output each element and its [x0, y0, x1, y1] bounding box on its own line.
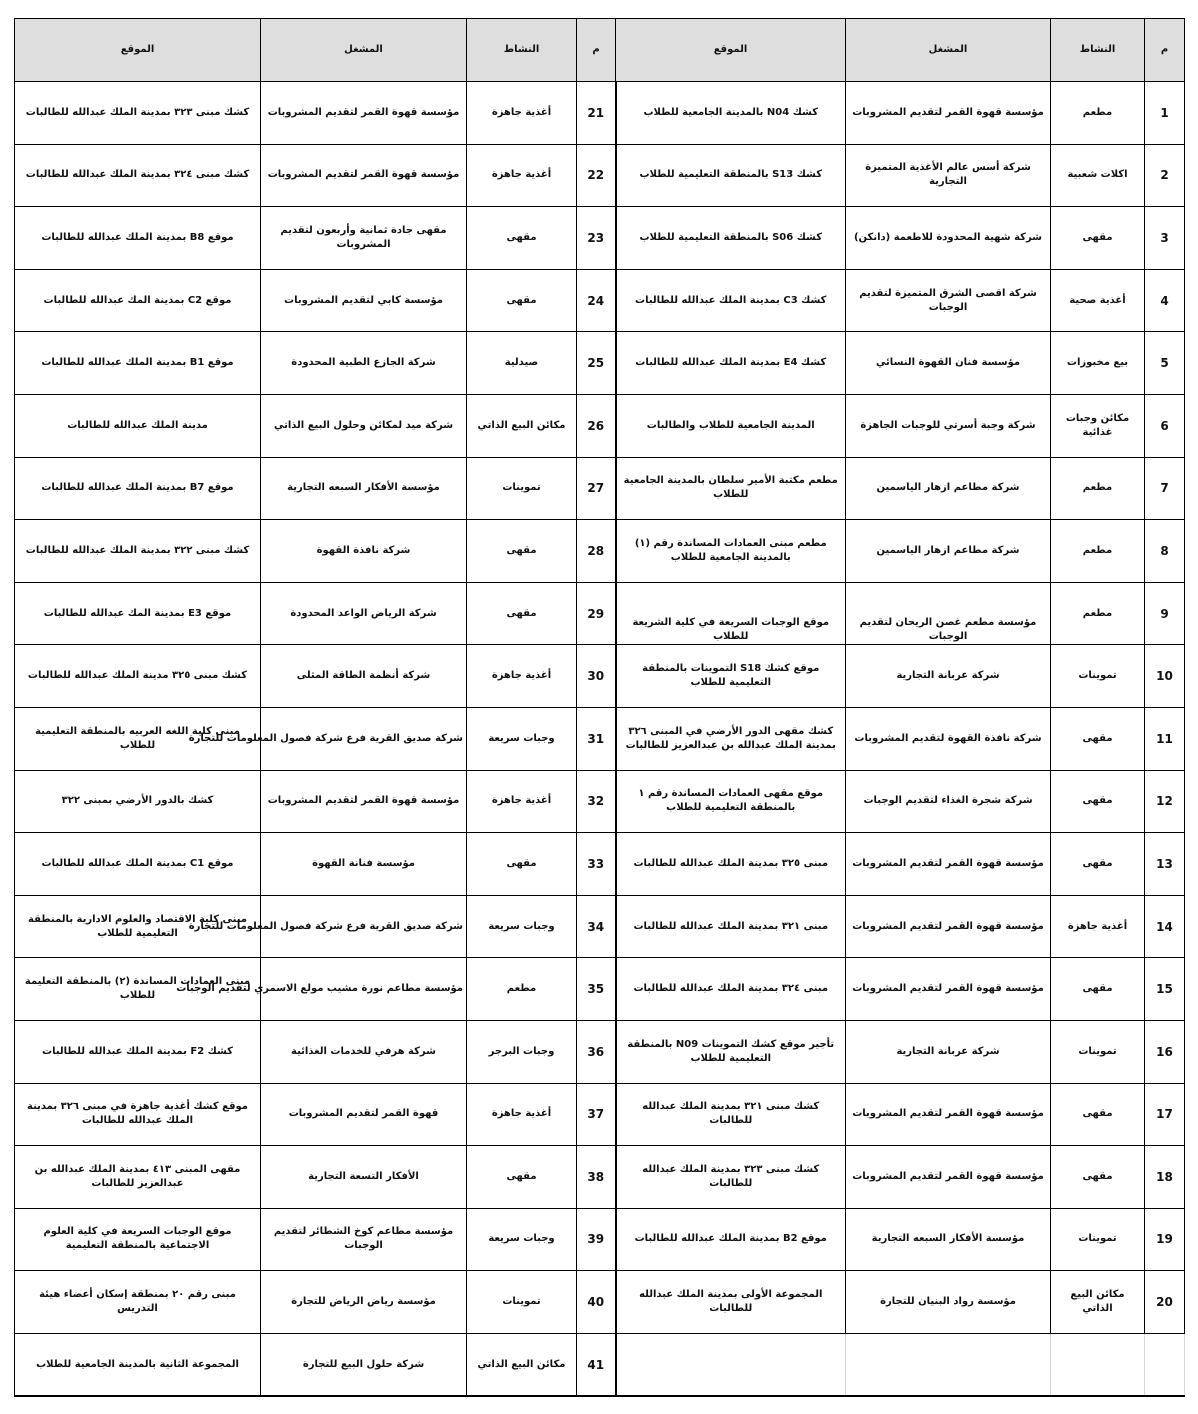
- cell-number: 19: [1145, 1208, 1185, 1271]
- cell-number: 17: [1145, 1083, 1185, 1146]
- empty-cell: [616, 1333, 846, 1396]
- cell-number: 15: [1145, 958, 1185, 1021]
- cell-activity: مقهى: [1051, 207, 1145, 270]
- cell-location: موقع مقهى العمادات المساندة رقم ١ بالمنطقة التعليمية للطلاب: [616, 770, 846, 833]
- cell-operator: مؤسسة مطعم غصن الريحان لتقديم الوجبات: [846, 582, 1051, 645]
- cell-operator: شركة شجرة الغذاء لتقديم الوجبات: [846, 770, 1051, 833]
- cell-operator: مؤسسة فنان القهوة النسائي: [846, 332, 1051, 395]
- cell-location: مبنى كلية الاقتصاد والعلوم الادارية بالمنطقة التعليمية للطلاب: [15, 895, 261, 958]
- table-row: [15, 1146, 1185, 1209]
- cell-operator: مؤسسة قهوة القمر لتقديم المشروبات: [846, 82, 1051, 145]
- cell-number: 20: [1145, 1271, 1185, 1334]
- cell-operator: مؤسسة رياض الرياض للتجارة: [261, 1271, 467, 1334]
- cell-activity: مقهى: [1051, 707, 1145, 770]
- cell-activity: مكائن البيع الذاتي: [467, 1333, 577, 1396]
- table-row: [15, 144, 1185, 207]
- cell-number: 37: [577, 1083, 616, 1146]
- table-row: [15, 269, 1185, 332]
- cell-activity: مكائن البيع الذاتي: [1051, 1271, 1145, 1334]
- cell-number: 3: [1145, 207, 1185, 270]
- cell-number: 23: [577, 207, 616, 270]
- cell-number: 29: [577, 582, 616, 645]
- cell-location: مطعم مبنى العمادات المساندة رقم (١) بالمدينة الجامعية للطلاب: [616, 520, 846, 583]
- cell-operator: شركة صديق القرية فرع شركة فصول المعلومات للتجارة: [261, 895, 467, 958]
- cell-location: موقع الوجبات السريعة في كلية العلوم الاجتماعية بالمنطقة التعليمية: [15, 1208, 261, 1271]
- cell-activity: أغذية جاهزة: [467, 144, 577, 207]
- empty-cell: [846, 1333, 1051, 1396]
- cell-number: 39: [577, 1208, 616, 1271]
- cell-activity: مقهى: [467, 269, 577, 332]
- cell-operator: مقهى جادة ثمانية وأربعون لتقديم المشروبات: [261, 207, 467, 270]
- cell-location: كشك مبنى ٣٢٤ بمدينة الملك عبدالله للطالبات: [15, 144, 261, 207]
- cell-activity: مكائن وجبات غذائية: [1051, 394, 1145, 457]
- table-row: [15, 1083, 1185, 1146]
- header-m-right: م: [1145, 19, 1185, 82]
- cell-number: 18: [1145, 1146, 1185, 1209]
- cell-activity: أغذية جاهزة: [1051, 895, 1145, 958]
- cell-location: موقع كشك أغذية جاهزة في مبنى ٣٢٦ بمدينة الملك عبدالله للطالبات: [15, 1083, 261, 1146]
- cell-activity: مقهى: [1051, 833, 1145, 896]
- table-row: [15, 895, 1185, 958]
- cell-activity: وجبات سريعة: [467, 707, 577, 770]
- table-row: [15, 207, 1185, 270]
- cell-number: 1: [1145, 82, 1185, 145]
- table-row: [15, 645, 1185, 708]
- cell-location: كشك N04 بالمدينة الجامعية للطلاب: [616, 82, 846, 145]
- cell-location: مقهى المبنى ٤١٣ بمدينة الملك عبدالله بن عبدالعزيز للطالبات: [15, 1146, 261, 1209]
- cell-activity: وجبات سريعة: [467, 1208, 577, 1271]
- cell-activity: أغذية صحية: [1051, 269, 1145, 332]
- cell-operator: مؤسسة كابي لتقديم المشروبات: [261, 269, 467, 332]
- cell-operator: مؤسسة قهوة القمر لتقديم المشروبات: [846, 1083, 1051, 1146]
- cell-operator: شركة أنظمة الطاقة المثلى: [261, 645, 467, 708]
- header-location-right: الموقع: [616, 19, 846, 82]
- cell-location: المجموعة الثانية بالمدينة الجامعية للطلاب: [15, 1333, 261, 1396]
- cell-location: موقع الوجبات السريعة في كلية الشريعة للطلاب: [616, 582, 846, 645]
- cell-number: 32: [577, 770, 616, 833]
- cell-activity: أغذية جاهزة: [467, 770, 577, 833]
- cell-number: 30: [577, 645, 616, 708]
- header-activity-right: النشاط: [1051, 19, 1145, 82]
- cell-location: مبنى ٣٢٥ بمدينة الملك عبدالله للطالبات: [616, 833, 846, 896]
- table-row: [15, 457, 1185, 520]
- cell-number: 7: [1145, 457, 1185, 520]
- cell-activity: أغذية جاهزة: [467, 82, 577, 145]
- cell-activity: مطعم: [1051, 520, 1145, 583]
- cell-operator: مؤسسة قهوة القمر لتقديم المشروبات: [846, 958, 1051, 1021]
- cell-activity: تموينات: [1051, 1208, 1145, 1271]
- header-row: [15, 19, 1185, 82]
- table-row: [15, 1020, 1185, 1083]
- cell-location: كشك S13 بالمنطقة التعليمية للطلاب: [616, 144, 846, 207]
- cell-location: موقع B1 بمدينة الملك عبدالله للطالبات: [15, 332, 261, 395]
- cell-number: 24: [577, 269, 616, 332]
- cell-activity: مقهى: [467, 582, 577, 645]
- cell-operator: مؤسسة رواد البنيان للتجارة: [846, 1271, 1051, 1334]
- cell-number: 35: [577, 958, 616, 1021]
- table-row: [15, 1333, 1185, 1396]
- cell-location: مبنى ٣٢٤ بمدينة الملك عبدالله للطالبات: [616, 958, 846, 1021]
- cell-activity: مقهى: [1051, 958, 1145, 1021]
- cell-number: 2: [1145, 144, 1185, 207]
- cell-number: 41: [577, 1333, 616, 1396]
- cell-activity: مقهى: [1051, 1146, 1145, 1209]
- cell-number: 10: [1145, 645, 1185, 708]
- table-row: [15, 1271, 1185, 1334]
- cell-operator: شركة الجازع الطبية المحدودة: [261, 332, 467, 395]
- cell-operator: مؤسسة فنانة القهوة: [261, 833, 467, 896]
- cell-number: 36: [577, 1020, 616, 1083]
- cell-operator: شركة ميد لمكائن وحلول البيع الذاتي: [261, 394, 467, 457]
- cell-activity: مطعم: [1051, 457, 1145, 520]
- cell-operator: شركة عربانة التجارية: [846, 645, 1051, 708]
- cell-activity: مطعم: [1051, 82, 1145, 145]
- cell-location: مبنى رقم ٢٠ بمنطقة إسكان أعضاء هيئة التدريس: [15, 1271, 261, 1334]
- table-row: [15, 332, 1185, 395]
- cell-operator: شركة الرياض الواعد المحدودة: [261, 582, 467, 645]
- table-row: [15, 958, 1185, 1021]
- cell-operator: مؤسسة قهوة القمر لتقديم المشروبات: [261, 82, 467, 145]
- cell-location: مبنى العمادات المساندة (٢) بالمنطقة التعليمة للطلاب: [15, 958, 261, 1021]
- cell-number: 11: [1145, 707, 1185, 770]
- cell-number: 22: [577, 144, 616, 207]
- cell-number: 40: [577, 1271, 616, 1334]
- cell-location: كشك مبنى ٣٢١ بمدينة الملك عبدالله للطالبات: [616, 1083, 846, 1146]
- empty-cell: [1051, 1333, 1145, 1396]
- cell-activity: وجبات البرجر: [467, 1020, 577, 1083]
- cell-number: 25: [577, 332, 616, 395]
- cell-number: 6: [1145, 394, 1185, 457]
- cell-activity: صيدلية: [467, 332, 577, 395]
- table-row: [15, 520, 1185, 583]
- cell-location: موقع B2 بمدينة الملك عبدالله للطالبات: [616, 1208, 846, 1271]
- header-operator-left: المشغل: [261, 19, 467, 82]
- header-operator-right: المشغل: [846, 19, 1051, 82]
- cell-location: كشك C3 بمدينة الملك عبدالله للطالبات: [616, 269, 846, 332]
- cell-location: موقع B8 بمدينة الملك عبدالله للطالبات: [15, 207, 261, 270]
- cell-number: 9: [1145, 582, 1185, 645]
- cell-activity: وجبات سريعة: [467, 895, 577, 958]
- cell-number: 5: [1145, 332, 1185, 395]
- cell-number: 33: [577, 833, 616, 896]
- cell-activity: مقهى: [467, 1146, 577, 1209]
- cell-number: 14: [1145, 895, 1185, 958]
- cell-activity: مطعم: [467, 958, 577, 1021]
- cell-location: كشك مبنى ٣٢٥ مدينة الملك عبدالله للطالبات: [15, 645, 261, 708]
- cell-number: 31: [577, 707, 616, 770]
- cell-operator: قهوة القمر لتقديم المشروبات: [261, 1083, 467, 1146]
- cell-activity: اكلات شعبية: [1051, 144, 1145, 207]
- cell-operator: مؤسسة قهوة القمر لتقديم المشروبات: [261, 770, 467, 833]
- table-row: [15, 833, 1185, 896]
- cell-activity: مكائن البيع الذاتي: [467, 394, 577, 457]
- cell-operator: شركة مطاعم ازهار الياسمين: [846, 520, 1051, 583]
- cell-number: 27: [577, 457, 616, 520]
- cell-operator: شركة شهية المحدودة للاطعمة (دانكن): [846, 207, 1051, 270]
- cell-operator: مؤسسة قهوة القمر لتقديم المشروبات: [846, 1146, 1051, 1209]
- cell-location: مطعم مكتبة الأمير سلطان بالمدينة الجامعية للطلاب: [616, 457, 846, 520]
- cell-operator: شركة وجبة أسرتي للوجبات الجاهزة: [846, 394, 1051, 457]
- cell-number: 34: [577, 895, 616, 958]
- cell-activity: مقهى: [1051, 1083, 1145, 1146]
- cell-location: موقع C1 بمدينة الملك عبدالله للطالبات: [15, 833, 261, 896]
- cell-operator: شركة عربانة التجارية: [846, 1020, 1051, 1083]
- cell-location: مبنى ٣٢١ بمدينة الملك عبدالله للطالبات: [616, 895, 846, 958]
- cell-location: موقع E3 بمدينة المك عبدالله للطالبات: [15, 582, 261, 645]
- cell-location: تأجير موقع كشك التموينات N09 بالمنطقة التعليمية للطلاب: [616, 1020, 846, 1083]
- header-location-left: الموقع: [15, 19, 261, 82]
- cell-location: كشك مقهى الدور الأرضي في المبنى ٣٢٦ بمدينة الملك عبدالله بن عبدالعزيز للطالبات: [616, 707, 846, 770]
- cell-activity: تموينات: [1051, 1020, 1145, 1083]
- cell-activity: مطعم: [1051, 582, 1145, 645]
- cell-number: 28: [577, 520, 616, 583]
- cell-operator: مؤسسة قهوة القمر لتقديم المشروبات: [846, 895, 1051, 958]
- cell-activity: تموينات: [1051, 645, 1145, 708]
- cell-location: كشك F2 بمدينة الملك عبدالله للطالبات: [15, 1020, 261, 1083]
- cell-activity: بيع مخبوزات: [1051, 332, 1145, 395]
- table-row: [15, 82, 1185, 145]
- cell-number: 38: [577, 1146, 616, 1209]
- cell-number: 12: [1145, 770, 1185, 833]
- cell-location: موقع كشك S18 التموينات بالمنطقة التعليمية للطلاب: [616, 645, 846, 708]
- cell-operator: شركة نافذة القهوة لتقديم المشروبات: [846, 707, 1051, 770]
- cell-location: موقع B7 بمدينة الملك عبدالله للطالبات: [15, 457, 261, 520]
- cell-operator: شركة حلول البيع للتجارة: [261, 1333, 467, 1396]
- cell-operator: مؤسسة مطاعم نورة مشيب مولع الاسمري لتقديم الوجبات: [261, 958, 467, 1021]
- cell-operator: شركة مطاعم ازهار الياسمين: [846, 457, 1051, 520]
- table-row: [15, 1208, 1185, 1271]
- cell-location: موقع C2 بمدينة المك عبدالله للطالبات: [15, 269, 261, 332]
- cell-number: 26: [577, 394, 616, 457]
- cell-number: 21: [577, 82, 616, 145]
- cell-activity: مقهى: [1051, 770, 1145, 833]
- cell-location: كشك S06 بالمنطقة التعليمية للطلاب: [616, 207, 846, 270]
- cell-operator: شركة صديق القرية فرع شركة فصول المعلومات للتجارة: [261, 707, 467, 770]
- cell-location: كشك مبنى ٣٢٢ بمدينة الملك عبدالله للطالبات: [15, 520, 261, 583]
- cell-activity: تموينات: [467, 457, 577, 520]
- cell-number: 16: [1145, 1020, 1185, 1083]
- header-m-left: م: [577, 19, 616, 82]
- cell-operator: شركة اقصى الشرق المتميزة لتقديم الوجبات: [846, 269, 1051, 332]
- empty-cell: [1145, 1333, 1185, 1396]
- cell-activity: مقهى: [467, 520, 577, 583]
- cell-operator: مؤسسة الأفكار السبعه التجارية: [261, 457, 467, 520]
- cell-number: 8: [1145, 520, 1185, 583]
- cell-activity: أغذية جاهزة: [467, 645, 577, 708]
- table-row: [15, 707, 1185, 770]
- cell-operator: شركة أسس عالم الأغذية المتميزة التجارية: [846, 144, 1051, 207]
- cell-location: مبنى كلية اللغه العربيه بالمنطقة التعليمية للطلاب: [15, 707, 261, 770]
- header-activity-left: النشاط: [467, 19, 577, 82]
- cell-operator: مؤسسة قهوة القمر لتقديم المشروبات: [261, 144, 467, 207]
- cell-operator: مؤسسة مطاعم كوخ الشطائر لتقديم الوجبات: [261, 1208, 467, 1271]
- table-row: [15, 394, 1185, 457]
- cell-location: المدينة الجامعية للطلاب والطالبات: [616, 394, 846, 457]
- cell-operator: شركة هرفي للخدمات الغذائية: [261, 1020, 467, 1083]
- cell-number: 4: [1145, 269, 1185, 332]
- cell-activity: تموينات: [467, 1271, 577, 1334]
- cell-operator: مؤسسة قهوة القمر لتقديم المشروبات: [846, 833, 1051, 896]
- cell-operator: مؤسسة الأفكار السبعه التجارية: [846, 1208, 1051, 1271]
- cell-location: كشك مبنى ٣٢٣ بمدينة الملك عبدالله للطالبات: [616, 1146, 846, 1209]
- cell-location: كشك مبنى ٣٢٣ بمدينة الملك عبدالله للطالبات: [15, 82, 261, 145]
- cell-number: 13: [1145, 833, 1185, 896]
- cell-location: المجموعة الأولى بمدينة الملك عبدالله للطالبات: [616, 1271, 846, 1334]
- contracts-table: [14, 18, 1185, 1397]
- cell-activity: مقهى: [467, 207, 577, 270]
- cell-location: كشك بالدور الأرضي بمبنى ٣٢٢: [15, 770, 261, 833]
- table-row: [15, 770, 1185, 833]
- table-row: [15, 582, 1185, 645]
- cell-operator: الأفكار التسعة التجارية: [261, 1146, 467, 1209]
- cell-activity: أغذية جاهزة: [467, 1083, 577, 1146]
- cell-operator: شركة نافذة القهوة: [261, 520, 467, 583]
- contracts-table-sheet: [14, 18, 1184, 1397]
- cell-location: مدينة الملك عبدالله للطالبات: [15, 394, 261, 457]
- cell-location: كشك E4 بمدينة الملك عبدالله للطالبات: [616, 332, 846, 395]
- cell-activity: مقهى: [467, 833, 577, 896]
